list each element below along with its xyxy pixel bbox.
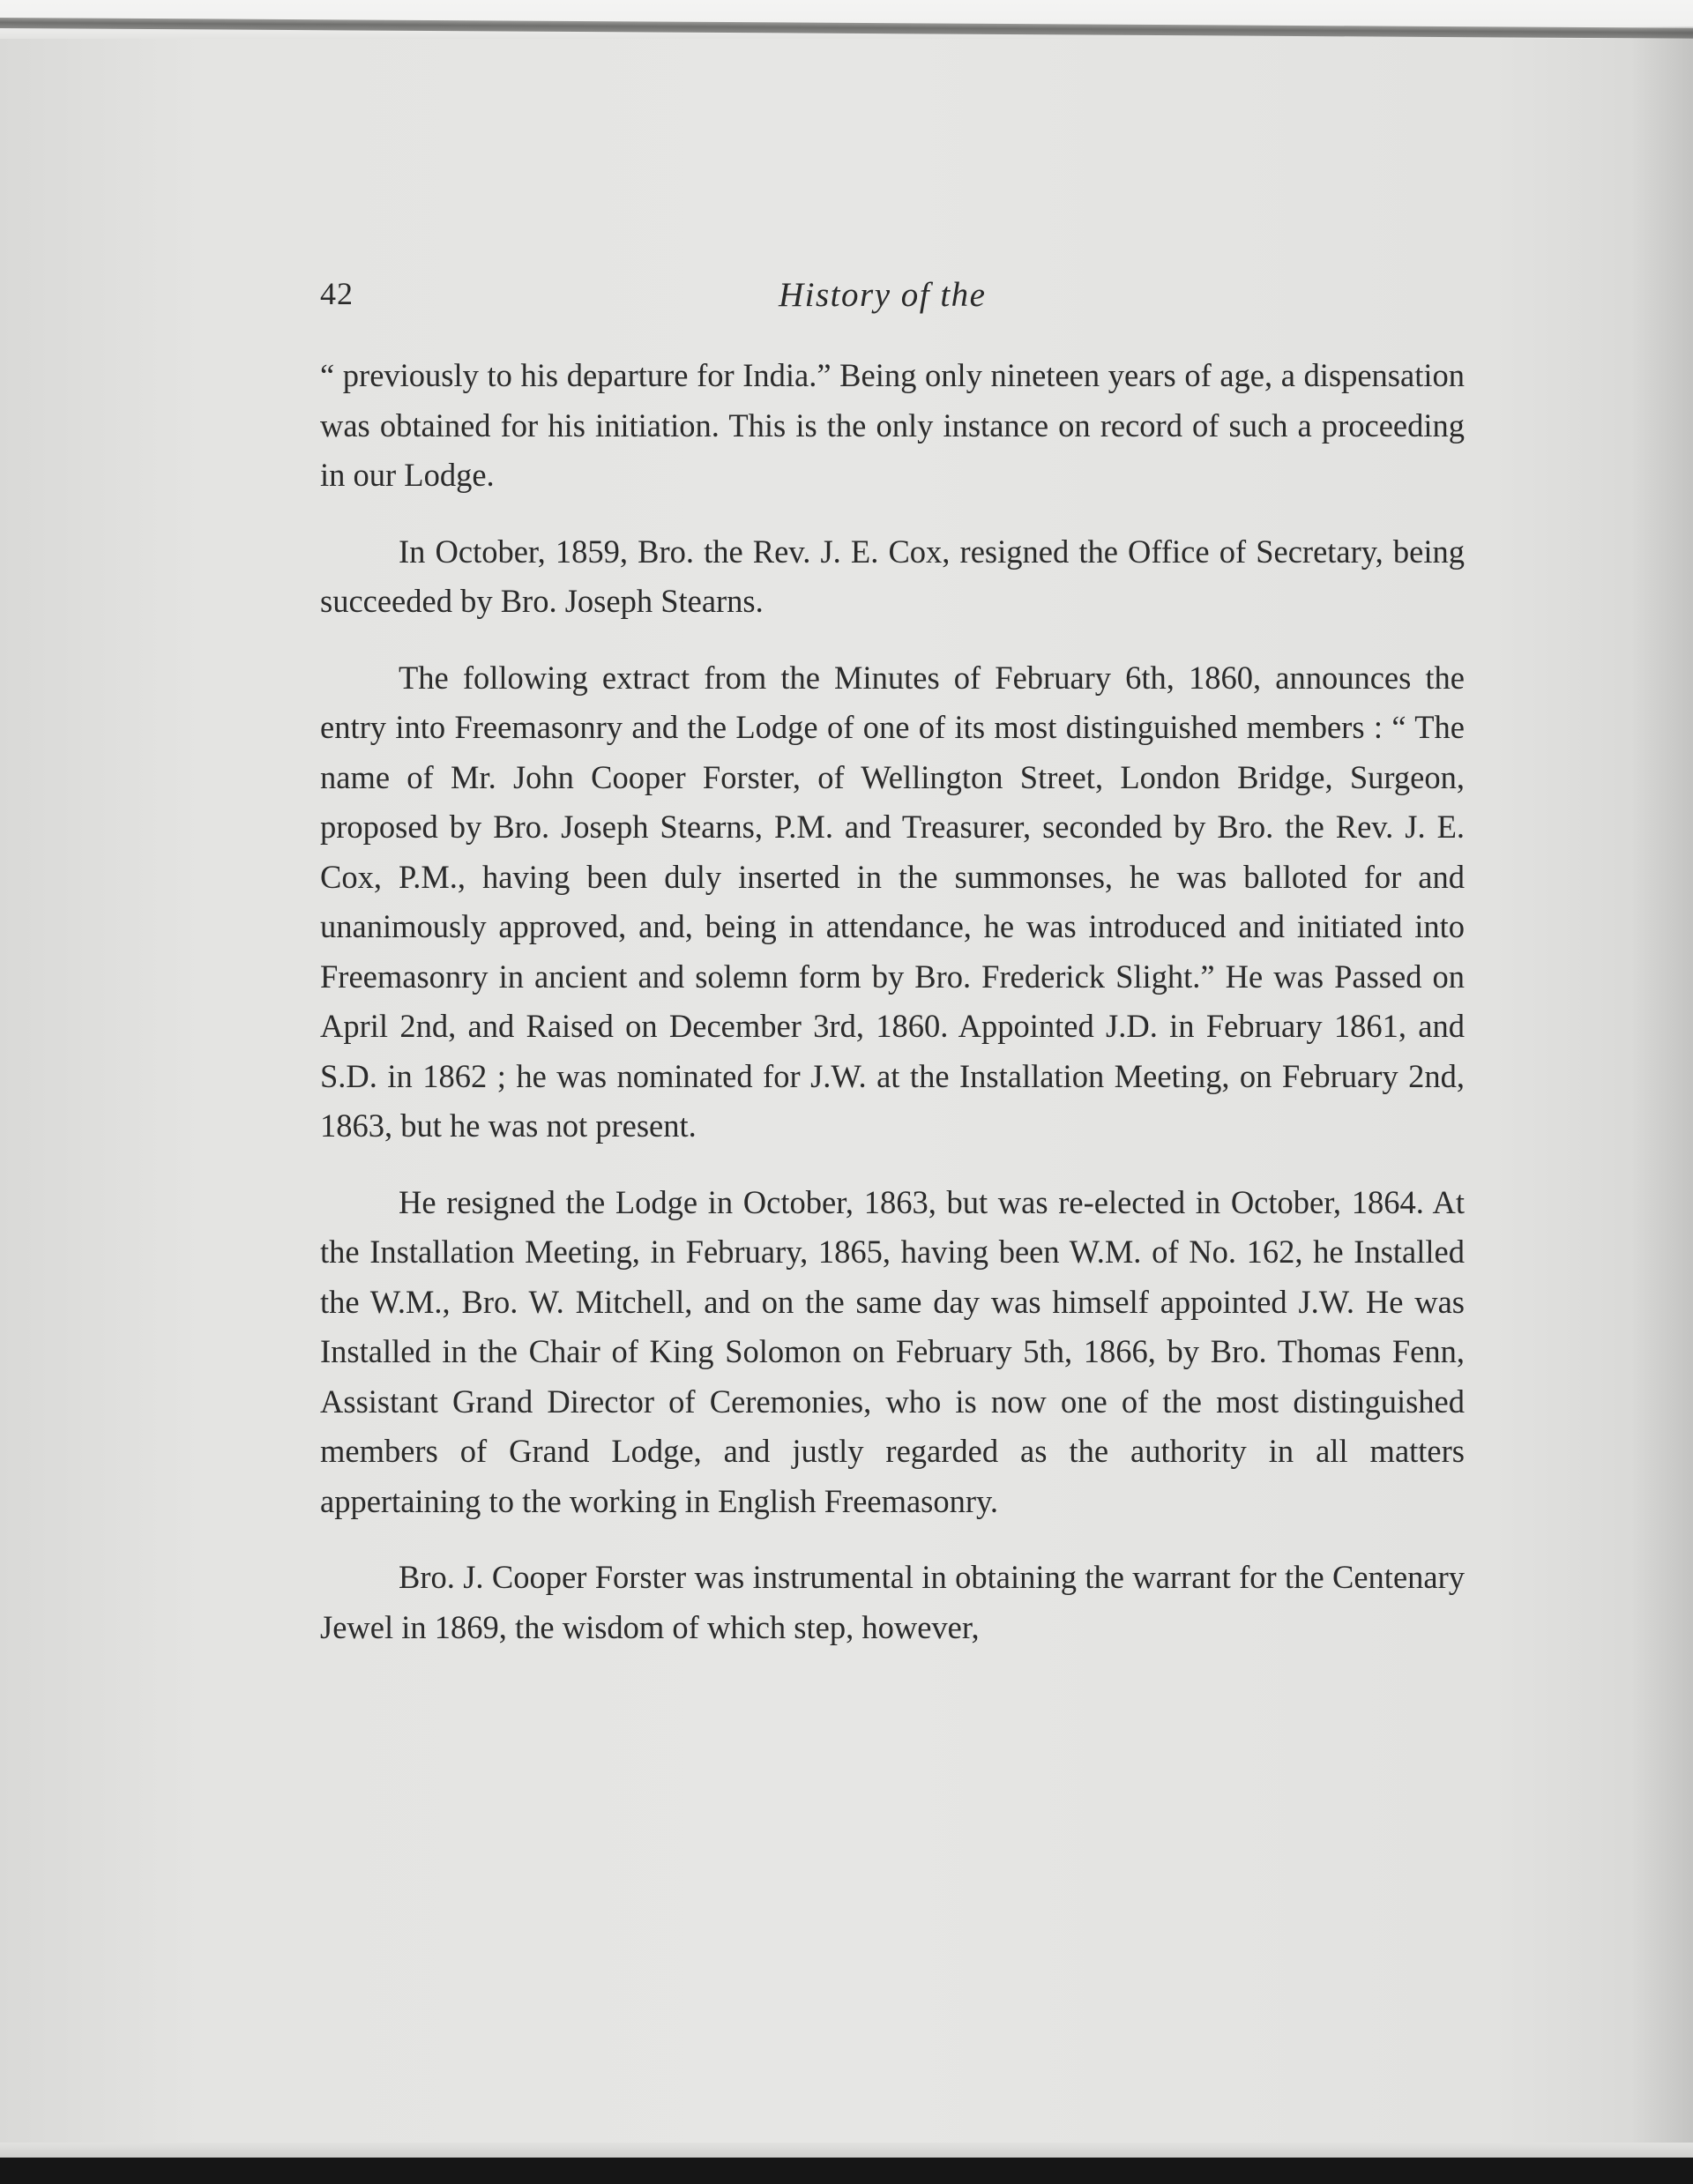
paragraph: “ previously to his departure for India.” Being only nineteen years of age, a dispensation was obtained for his initiation. This is the only instance on record of such a proceeding in our Lodge. [320,357,1465,493]
paragraph: He resigned the Lodge in October, 1863, but was re-elected in October, 1864. At the Installation Meeting, in February, 1865, having been W.M. of No. 162, he Installed the W.M., Bro. W. Mitchell, and on the same day was himself appointed J.W. He was Installed in the Chair of King Solomon on February 5th, 1866, by Bro. Thomas Fenn, Assistant Grand Director of Ceremonies, who is now one of the most distinguished members of Grand Lodge, and justly regarded as the authority in all matters appertaining to the working in English Freemasonry. [320,1183,1465,1519]
paragraph: Bro. J. Cooper Forster was instrumental in obtaining the warrant for the Centenary Jewel in 1869, the wisdom of which step, however, [320,1559,1465,1645]
paragraph: The following extract from the Minutes of February 6th, 1860, announces the entry into Freemasonry and the Lodge of one of its most distinguished members : “ The name of Mr. John Cooper Forster, of Wellington Street, London Bridge, Surgeon, proposed by Bro. Joseph Stearns, P.M. and Treasurer, seconded by Bro. the Rev. J. E. Cox, P.M., having been duly inserted in the summonses, he was balloted for and unanimously approved, and, being in attendance, he was introduced and initiated into Freemasonry in ancient and solemn form by Bro. Frederick Slight.” He was Passed on April 2nd, and Raised on December 3rd, 1860. Appointed J.D. in February 1861, and S.D. in 1862 ; he was nominated for J.W. at the Installation Meeting, on February 2nd, 1863, but he was not present. [320,659,1465,1144]
running-head [320,275,1466,323]
page-bottom-border [0,2158,1693,2184]
running-head-title: History of the [779,276,987,314]
paragraph: In October, 1859, Bro. the Rev. J. E. Cox, resigned the Office of Secretary, being succeeded by Bro. Joseph Stearns. [320,533,1465,619]
page-gutter-shadow [1631,26,1693,2160]
page-bottom-edge [0,2143,1693,2158]
body-text [320,351,1465,1679]
page-number: 42 [320,276,354,311]
